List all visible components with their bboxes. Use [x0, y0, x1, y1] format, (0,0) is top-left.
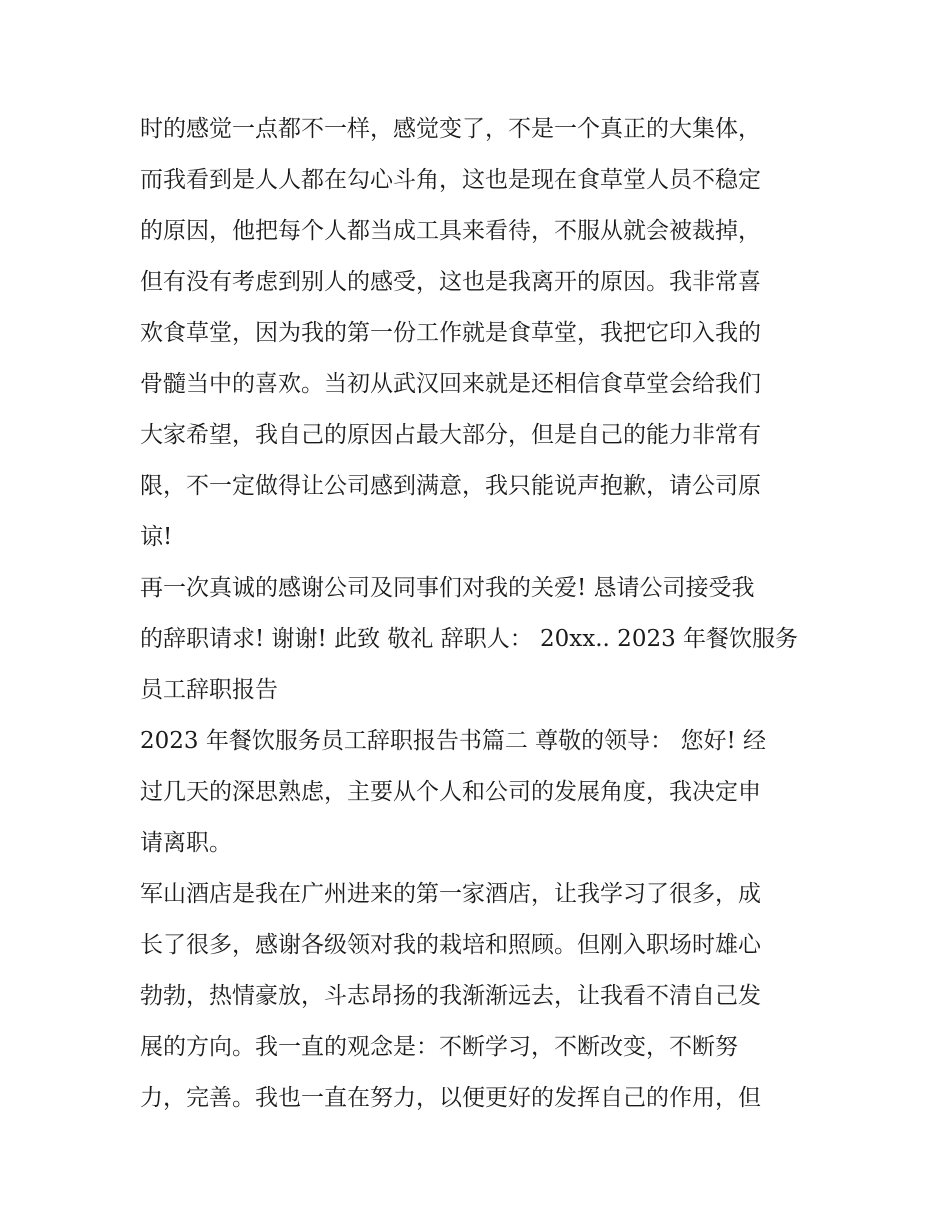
text-line: 但有没有考虑到别人的感受，这也是我离开的原因。我非常喜: [140, 269, 761, 295]
text-line: 的原因，他把每个人都当成工具来看待，不服从就会被裁掉，: [140, 218, 761, 244]
text-line: 力，完善。我也一直在努力，以便更好的发挥自己的作用，但: [140, 1085, 761, 1111]
text-line: 限，不一定做得让公司感到满意，我只能说声抱歉，请公司原: [140, 473, 761, 499]
text-line: 请离职。: [140, 830, 232, 856]
text-line: 的辞职请求! 谢谢! 此致 敬礼 辞职人： 20xx.. 2023 年餐饮服务: [140, 626, 799, 652]
document-body: [140, 104, 820, 1124]
text-line: 骨髓当中的喜欢。当初从武汉回来就是还相信食草堂会给我们: [140, 371, 761, 397]
text-line: 过几天的深思熟虑，主要从个人和公司的发展角度，我决定申: [140, 779, 761, 805]
text-line: 欢食草堂，因为我的第一份工作就是食草堂，我把它印入我的: [140, 320, 761, 346]
text-line: 而我看到是人人都在勾心斗角，这也是现在食草堂人员不稳定: [140, 167, 761, 193]
text-line: 大家希望，我自己的原因占最大部分，但是自己的能力非常有: [140, 422, 761, 448]
text-line: 勃勃，热情豪放，斗志昂扬的我渐渐远去，让我看不清自己发: [140, 983, 761, 1009]
text-line: 军山酒店是我在广州进来的第一家酒店，让我学习了很多，成: [140, 881, 761, 907]
text-line: 再一次真诚的感谢公司及同事们对我的关爱! 恳请公司接受我: [140, 575, 755, 601]
text-line: 2023 年餐饮服务员工辞职报告书篇二 尊敬的领导： 您好! 经: [140, 728, 767, 754]
text-line: 时的感觉一点都不一样，感觉变了，不是一个真正的大集体，: [140, 116, 761, 142]
text-line: 长了很多，感谢各级领对我的栽培和照顾。但刚入职场时雄心: [140, 932, 761, 958]
text-line: 员工辞职报告: [140, 677, 278, 703]
text-line: 谅!: [140, 524, 173, 550]
text-line: 展的方向。我一直的观念是：不断学习，不断改变，不断努: [140, 1034, 738, 1060]
